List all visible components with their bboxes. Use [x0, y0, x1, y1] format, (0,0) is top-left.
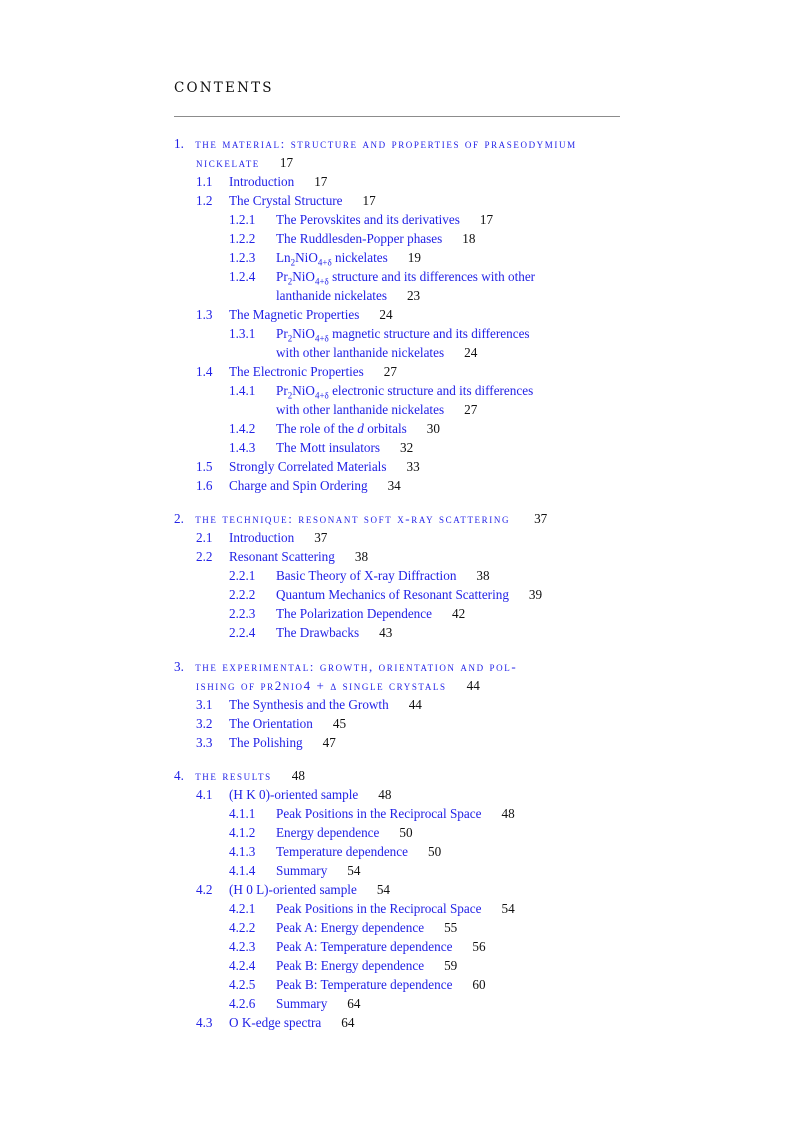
section-page: 34 — [387, 478, 401, 493]
subsection-title[interactable]: The Perovskites and its derivatives 17 — [276, 212, 494, 227]
chapter-4-page: 48 — [291, 768, 305, 783]
subsection-page: 23 — [406, 288, 421, 303]
subsection-page: 39 — [528, 587, 543, 602]
subsection-number[interactable]: 4.1.3 — [229, 844, 256, 859]
section-number[interactable]: 1.1 — [196, 174, 213, 189]
subsection-title[interactable]: Temperature dependence 50 — [276, 844, 442, 859]
subsection-number[interactable]: 2.2.1 — [229, 568, 256, 583]
section-title[interactable]: The Magnetic Properties 24 — [229, 307, 393, 322]
toc-section-3-1[interactable] — [196, 695, 422, 714]
subsection-number[interactable]: 4.1.1 — [229, 806, 256, 821]
toc-chapter-3-cont[interactable] — [196, 676, 480, 695]
subsection-title-line2[interactable]: lanthanide nickelates — [276, 288, 387, 303]
toc-subsection-4-1-3[interactable] — [229, 842, 442, 861]
subsection-page: 59 — [444, 958, 458, 973]
section-number[interactable]: 1.6 — [196, 478, 213, 493]
section-page: 37 — [314, 530, 328, 545]
toc-section-4-2[interactable] — [196, 880, 390, 899]
subsection-number[interactable]: 1.2.4 — [229, 269, 256, 284]
section-title[interactable]: The Polishing 47 — [229, 735, 336, 750]
toc-subsection-4-2-4[interactable] — [229, 956, 458, 975]
subsection-title[interactable]: Quantum Mechanics of Resonant Scattering 39 — [276, 587, 543, 602]
toc-chapter-1[interactable] — [174, 134, 577, 153]
section-title[interactable]: O K-edge spectra 64 — [229, 1015, 355, 1030]
chapter-1-page: 17 — [279, 155, 294, 170]
chapter-2-number[interactable]: 2. — [174, 511, 184, 526]
subsection-title[interactable]: The Polarization Dependence 42 — [276, 606, 466, 621]
chapter-3-title-line1[interactable]: the experimental: growth, orientation and pol- — [195, 659, 518, 674]
subsection-title[interactable]: The Ruddlesden-Popper phases 18 — [276, 231, 476, 246]
toc-section-1-4[interactable] — [196, 362, 397, 381]
subsection-page: 42 — [451, 606, 466, 621]
subsection-title-line2[interactable]: with other lanthanide nickelates — [276, 402, 445, 417]
chapter-3-page: 44 — [466, 678, 480, 693]
toc-section-2-1[interactable] — [196, 528, 328, 547]
subsection-title[interactable]: Peak A: Energy dependence 55 — [276, 920, 458, 935]
chapter-3-number[interactable]: 3. — [174, 659, 184, 674]
toc-section-2-2[interactable] — [196, 547, 369, 566]
section-page: 54 — [376, 882, 390, 897]
subsection-title[interactable]: The Mott insulators 32 — [276, 440, 414, 455]
toc-subsection-4-2-1[interactable] — [229, 899, 515, 918]
section-number[interactable]: 1.4 — [196, 364, 213, 379]
subsection-page: 18 — [462, 231, 476, 246]
subsection-number[interactable]: 2.2.2 — [229, 587, 256, 602]
subsection-number[interactable]: 1.4.1 — [229, 383, 256, 398]
chapter-1-number[interactable]: 1. — [174, 136, 184, 151]
subsection-title[interactable]: $Pr_2NiO_{4+\delta}$ structure and its differences with other — [276, 269, 536, 287]
subsection-page: 48 — [501, 806, 515, 821]
subsection-title[interactable]: $Pr_2NiO_{4+\delta}$ magnetic structure and its differences — [276, 326, 530, 344]
subsection-title-line2[interactable]: with other lanthanide nickelates — [276, 345, 445, 360]
subsection-title[interactable]: The role of the d orbitals 30 — [276, 421, 440, 436]
subsection-number[interactable]: 4.2.4 — [229, 958, 256, 973]
toc-subsection-2-2-1[interactable] — [229, 566, 490, 585]
toc-section-4-3[interactable] — [196, 1013, 355, 1032]
section-title[interactable]: Introduction 37 — [229, 530, 328, 545]
section-title[interactable]: Charge and Spin Ordering 34 — [229, 478, 401, 493]
section-number[interactable]: 3.1 — [196, 697, 213, 712]
section-number[interactable]: 1.2 — [196, 193, 213, 208]
section-page: 17 — [362, 193, 376, 208]
toc-subsection-1-4-3[interactable] — [229, 438, 414, 457]
section-page: 17 — [314, 174, 328, 189]
toc-section-3-2[interactable] — [196, 714, 347, 733]
subsection-number[interactable]: 2.2.3 — [229, 606, 256, 621]
toc-subsection-1-2-1[interactable] — [229, 210, 494, 229]
subsection-page: 50 — [427, 844, 442, 859]
section-page: 38 — [354, 549, 369, 564]
section-number[interactable]: 3.2 — [196, 716, 213, 731]
toc-subsection-1-4-1-cont[interactable] — [276, 400, 477, 419]
subsection-number[interactable]: 1.2.3 — [229, 250, 256, 265]
subsection-title[interactable]: Peak B: Temperature dependence 60 — [276, 977, 486, 992]
section-page: 64 — [341, 1015, 355, 1030]
subsection-number[interactable]: 2.2.4 — [229, 625, 256, 640]
subsection-title[interactable]: $Pr_2NiO_{4+\delta}$ electronic structure and its differences — [276, 383, 534, 401]
subsection-page: 50 — [399, 825, 413, 840]
subsection-page: 56 — [472, 939, 486, 954]
toc-subsection-4-1-4[interactable] — [229, 861, 361, 880]
chapter-4-title[interactable]: the results — [195, 768, 272, 783]
section-title[interactable]: (H 0 L)-oriented sample 54 — [229, 882, 390, 897]
toc-subsection-4-2-5[interactable] — [229, 975, 486, 994]
toc-subsection-2-2-3[interactable] — [229, 604, 466, 623]
section-number[interactable]: 4.3 — [196, 1015, 213, 1030]
section-number[interactable]: 3.3 — [196, 735, 213, 750]
section-page: 48 — [378, 787, 392, 802]
subsection-page: 24 — [464, 345, 478, 360]
toc-section-1-6[interactable] — [196, 476, 401, 495]
toc-subsection-1-2-4[interactable] — [229, 267, 536, 287]
toc-subsection-1-3-1-cont[interactable] — [276, 343, 477, 362]
section-title[interactable]: The Synthesis and the Growth 44 — [229, 697, 422, 712]
subsection-number[interactable]: 4.1.2 — [229, 825, 256, 840]
subsection-title[interactable]: The Drawbacks 43 — [276, 625, 393, 640]
subsection-number[interactable]: 1.3.1 — [229, 326, 256, 341]
toc-section-3-3[interactable] — [196, 733, 336, 752]
section-title[interactable]: Resonant Scattering 38 — [229, 549, 369, 564]
section-number[interactable]: 1.3 — [196, 307, 213, 322]
subsection-page: 30 — [426, 421, 440, 436]
toc-subsection-1-4-2[interactable] — [229, 419, 440, 438]
section-page: 33 — [406, 459, 420, 474]
toc-section-1-1[interactable] — [196, 172, 328, 191]
section-number[interactable]: 4.2 — [196, 882, 213, 897]
toc-subsection-4-2-2[interactable] — [229, 918, 458, 937]
section-number[interactable]: 2.2 — [196, 549, 213, 564]
toc-section-4-1[interactable] — [196, 785, 392, 804]
section-title[interactable]: The Electronic Properties 27 — [229, 364, 397, 379]
toc-chapter-4[interactable] — [174, 766, 305, 785]
subsection-title[interactable]: Peak B: Energy dependence 59 — [276, 958, 458, 973]
toc-section-1-3[interactable] — [196, 305, 393, 324]
section-page: 47 — [322, 735, 336, 750]
section-title[interactable]: The Crystal Structure 17 — [229, 193, 376, 208]
toc-subsection-1-3-1[interactable] — [229, 324, 530, 344]
subsection-title[interactable]: Peak A: Temperature dependence 56 — [276, 939, 486, 954]
subsection-title[interactable]: Summary 64 — [276, 996, 361, 1011]
subsection-page: 43 — [379, 625, 393, 640]
subsection-number[interactable]: 1.4.2 — [229, 421, 256, 436]
chapter-3-title-line2[interactable]: ishing of pr2nio4 + δ single crystals — [196, 678, 447, 693]
chapter-2-title[interactable]: the technique: resonant soft x-ray scattering — [195, 511, 511, 526]
chapter-4-number[interactable]: 4. — [174, 768, 184, 783]
section-number[interactable]: 1.5 — [196, 459, 213, 474]
toc-subsection-4-2-6[interactable] — [229, 994, 361, 1013]
toc-section-1-5[interactable] — [196, 457, 420, 476]
subsection-page: 54 — [501, 901, 515, 916]
subsection-title[interactable]: Summary 54 — [276, 863, 361, 878]
chapter-2-page: 37 — [534, 511, 548, 526]
subsection-title[interactable]: Basic Theory of X-ray Diffraction 38 — [276, 568, 490, 583]
subsection-number[interactable]: 1.2.1 — [229, 212, 256, 227]
subsection-title[interactable]: Peak Positions in the Reciprocal Space 48 — [276, 806, 515, 821]
section-page: 44 — [408, 697, 422, 712]
page-title: CONTENTS — [174, 80, 274, 96]
section-number[interactable]: 2.1 — [196, 530, 213, 545]
toc-subsection-1-2-2[interactable] — [229, 229, 476, 248]
subsection-number[interactable]: 4.2.1 — [229, 901, 256, 916]
toc-section-1-2[interactable] — [196, 191, 376, 210]
section-title[interactable]: Introduction 17 — [229, 174, 328, 189]
section-title[interactable]: Strongly Correlated Materials 33 — [229, 459, 420, 474]
subsection-page: 32 — [400, 440, 414, 455]
subsection-number[interactable]: 4.2.6 — [229, 996, 256, 1011]
subsection-number[interactable]: 4.2.5 — [229, 977, 256, 992]
section-title[interactable]: The Orientation 45 — [229, 716, 347, 731]
subsection-number[interactable]: 1.4.3 — [229, 440, 256, 455]
toc-subsection-1-2-3[interactable] — [229, 248, 421, 268]
subsection-number[interactable]: 4.2.2 — [229, 920, 256, 935]
subsection-number[interactable]: 4.2.3 — [229, 939, 256, 954]
subsection-page: 64 — [347, 996, 361, 1011]
toc-chapter-2[interactable] — [174, 509, 547, 528]
subsection-page: 38 — [476, 568, 490, 583]
toc-chapter-1-cont[interactable] — [196, 153, 293, 172]
toc-chapter-3[interactable] — [174, 657, 517, 676]
toc-subsection-4-2-3[interactable] — [229, 937, 486, 956]
section-title[interactable]: (H K 0)-oriented sample 48 — [229, 787, 392, 802]
toc-subsection-1-4-1[interactable] — [229, 381, 534, 401]
subsection-number[interactable]: 1.2.2 — [229, 231, 256, 246]
subsection-page: 17 — [479, 212, 494, 227]
subsection-page: 19 — [407, 250, 421, 265]
section-page: 27 — [383, 364, 397, 379]
subsection-page: 27 — [464, 402, 478, 417]
subsection-page: 55 — [444, 920, 458, 935]
subsection-page: 54 — [347, 863, 361, 878]
toc-subsection-2-2-4[interactable] — [229, 623, 393, 642]
chapter-1-title-line2[interactable]: nickelate — [196, 155, 260, 170]
toc-subsection-4-1-2[interactable] — [229, 823, 413, 842]
section-page: 45 — [332, 716, 347, 731]
toc-subsection-2-2-2[interactable] — [229, 585, 543, 604]
section-number[interactable]: 4.1 — [196, 787, 213, 802]
subsection-title[interactable]: Peak Positions in the Reciprocal Space 54 — [276, 901, 515, 916]
chapter-1-title-line1[interactable]: the material: structure and properties of praseodymium — [195, 136, 577, 151]
subsection-page: 60 — [472, 977, 486, 992]
toc-subsection-1-2-4-cont[interactable] — [276, 286, 420, 305]
subsection-title[interactable]: $Ln_2NiO_{4+\delta}$ nickelates 19 — [276, 250, 421, 268]
toc-subsection-4-1-1[interactable] — [229, 804, 515, 823]
subsection-title[interactable]: Energy dependence 50 — [276, 825, 413, 840]
section-page: 24 — [379, 307, 393, 322]
subsection-number[interactable]: 4.1.4 — [229, 863, 256, 878]
